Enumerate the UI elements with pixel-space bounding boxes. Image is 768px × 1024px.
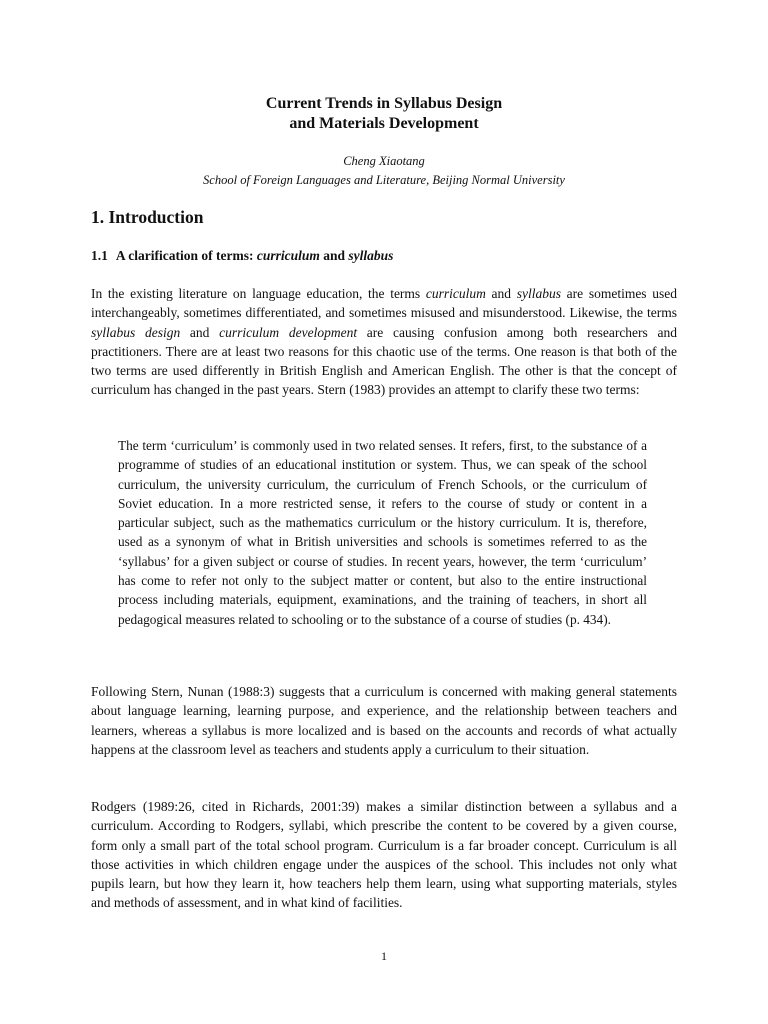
term-syllabus-design: syllabus design <box>91 324 181 340</box>
paper-title <box>0 94 768 134</box>
term-curriculum: curriculum <box>425 286 486 301</box>
paragraph-1 <box>91 284 677 400</box>
block-quote-stern: The term ‘curriculum’ is commonly used in two related senses. It refers, first, to the substance of a programme of studies of an educational institution or system. Thus, we can speak of the school curriculum, the university curriculum, the curriculum of French Schools, or the curriculum of Soviet education. In a more restricted sense, it refers to the course of study or content in a particular subject, such as the mathematics curriculum or the history curriculum. It is, therefore, used as a synonym of what in British universities and schools is sometimes referred to as the ‘syllabus’ for a given subject or course of studies. In recent years, however, the term ‘curriculum’ has come to refer not only to the subject matter or content, but also to the entire instructional process including materials, equipment, examinations, and the training of teachers, in short all pedagogical measures related to schooling or to the substance of a course of studies (p. 434). <box>118 438 647 627</box>
subsection-number: 1.1 <box>91 248 108 263</box>
author-name: Cheng Xiaotang <box>343 154 425 168</box>
term-syllabus: syllabus <box>516 286 561 301</box>
subsection-term-curriculum: curriculum <box>256 248 320 263</box>
title-line-1: Current Trends in Syllabus Design <box>265 95 503 112</box>
subsection-title-conjunction: and <box>319 248 349 263</box>
author-affiliation: School of Foreign Languages and Literature, Beijing Normal University <box>203 173 565 187</box>
paragraph-2: Following Stern, Nunan (1988:3) suggests that a curriculum is concerned with making general statements about language learning, learning purpose, and experience, and the relationship between teachers and learners, whereas a syllabus is more localized and is based on the accounts and records of what actually happens at the classroom level as teachers and students apply a curriculum to their situation. <box>91 684 677 757</box>
paragraph-1-part-3: are sometimes used interchangeably, sometimes differentiated, and sometimes misused and misunderstood. Likewise, the terms <box>91 286 677 321</box>
page-number: 1 <box>381 949 387 963</box>
title-line-2: and Materials Development <box>289 115 479 132</box>
subsection-term-syllabus: syllabus <box>348 248 394 263</box>
paragraph-1-part-5: are causing confusion among both researchers and practitioners. There are at least two reasons for this chaotic use of the terms. One reason is that both of the two terms are used differently in British English and American English. The other is that the concept of curriculum has changed in the past years. Stern (1983) provides an attempt to clarify these two terms: <box>91 324 678 398</box>
section-heading-introduction: 1. Introduction <box>91 207 204 227</box>
author-block <box>0 152 768 190</box>
term-curriculum-development: curriculum development <box>219 324 358 340</box>
subsection-heading-clarification <box>91 246 393 265</box>
paragraph-1-part-2: and <box>485 286 517 301</box>
paragraph-3: Rodgers (1989:26, cited in Richards, 2001:39) makes a similar distinction between a syllabus and a curriculum. According to Rodgers, syllabi, which prescribe the content to be covered by a given course, form only a small part of the total school program. Curriculum is a far broader concept. Curriculum is all those activities in which children engage under the auspices of the school. This includes not only what pupils learn, but how they learn it, how teachers help them learn, using what supporting materials, styles and methods of assessment, and in what kind of facilities. <box>91 799 677 911</box>
subsection-title-prefix: A clarification of terms: <box>115 248 257 263</box>
paragraph-1-part-4: and <box>180 324 220 340</box>
paragraph-1-part-1: In the existing literature on language education, the terms <box>91 286 426 301</box>
